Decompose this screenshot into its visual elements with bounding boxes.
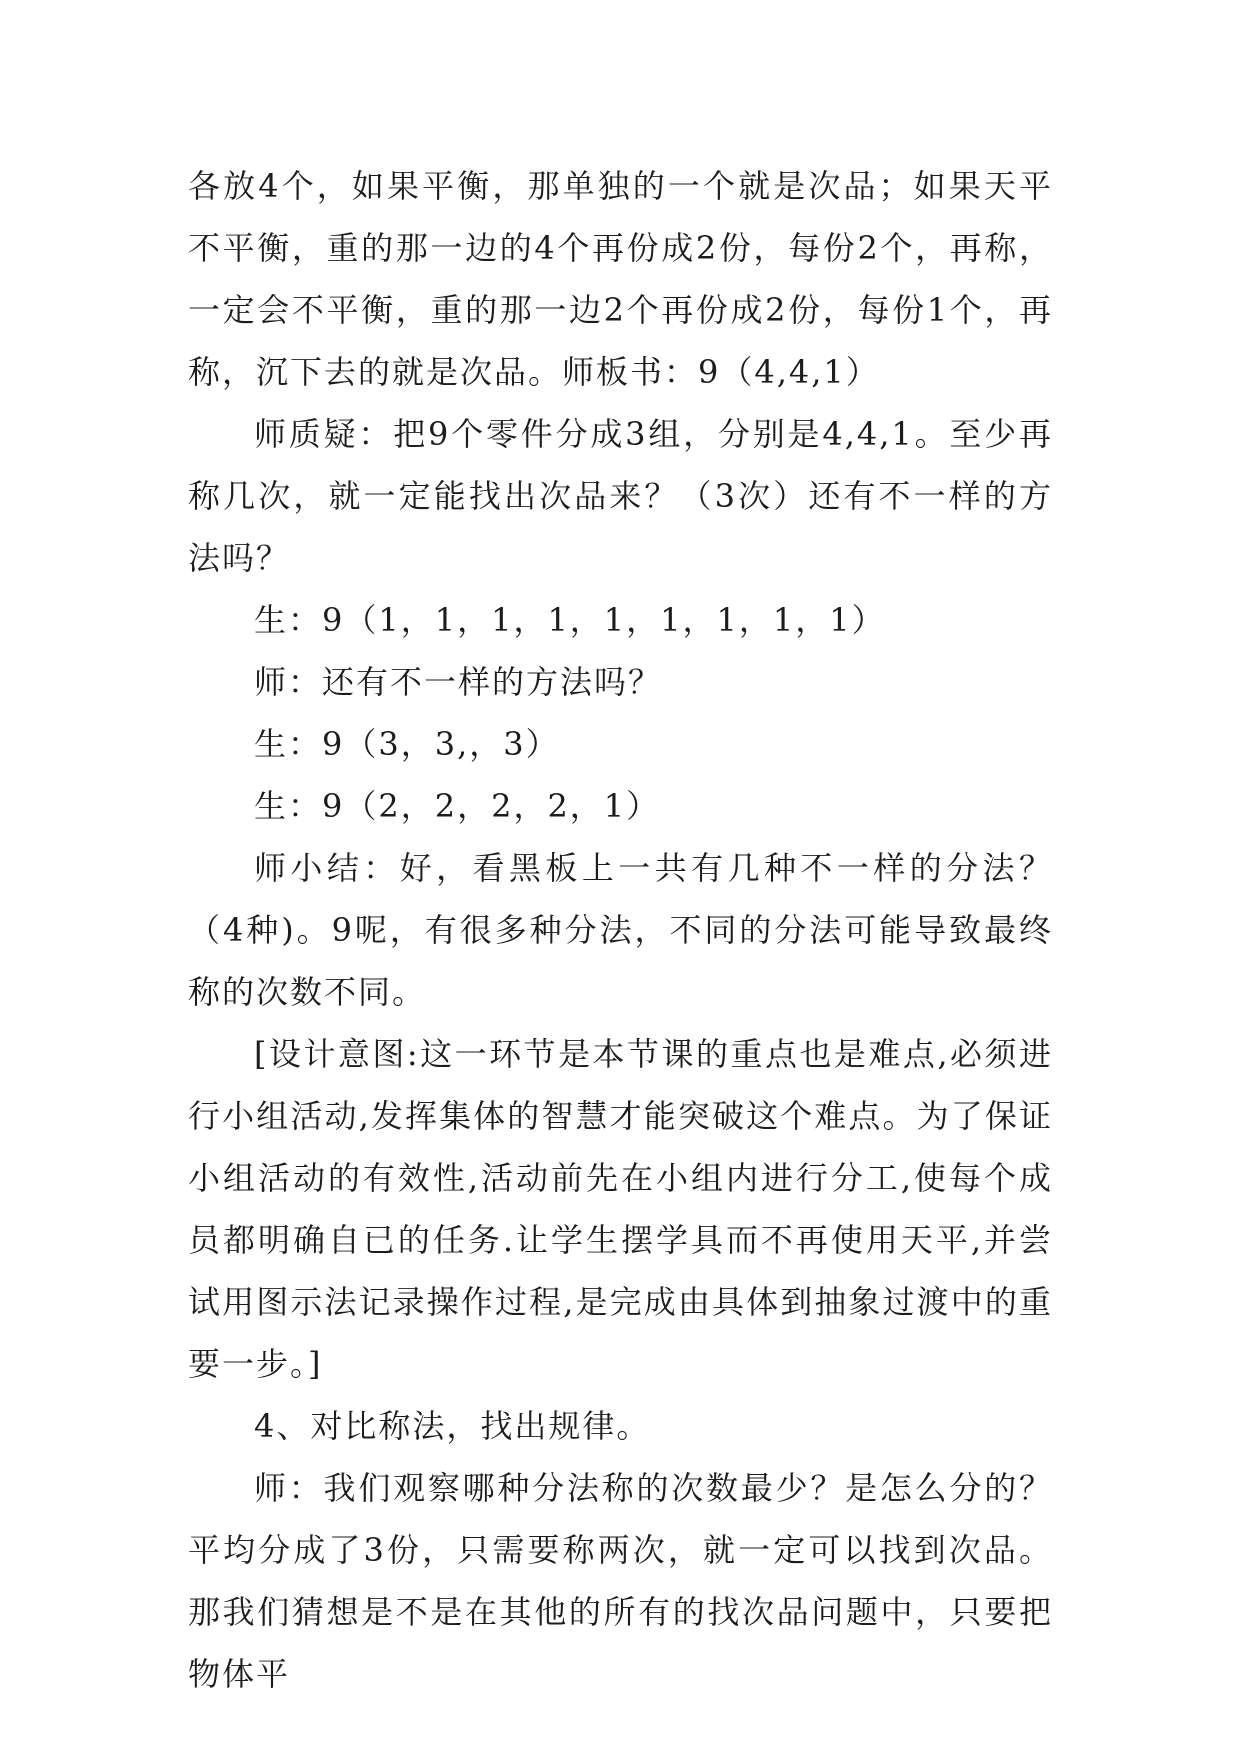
paragraph-student-answer-2: 生：9（3，3,，3）	[254, 725, 560, 763]
paragraph-design-intent: [设计意图:这一环节是本节课的重点也是难点,必须进行小组活动,发挥集体的智慧才能突破这个难点。为了保证小组活动的有效性,活动前先在小组内进行分工,使每个成员都明确自已的任务.让学生摆学具而不再使用天平,并尝试用图示法记录操作过程,是完成由具体到抽象过渡中的重要一步。]	[188, 1035, 1053, 1383]
paragraph-student-answer-3: 生：9（2，2，2，2，1）	[254, 787, 661, 825]
paragraph-student-answer-1: 生：9（1，1，1，1，1，1，1，1，1）	[254, 601, 886, 639]
paragraph-continued-balance-method: 各放4个，如果平衡，那单独的一个就是次品；如果天平不平衡，重的那一边的4个再份成2份，每份2个，再称，一定会不平衡，重的那一边2个再份成2份，每份1个，再称，沉下去的就是次品。师板书：9（4,4,1）	[188, 167, 1053, 391]
paragraph-teacher-observation: 师：我们观察哪种分法称的次数最少？是怎么分的？平均分成了3份，只需要称两次，就一定可以找到次品。那我们猜想是不是在其他的所有的找次品问题中，只要把物体平	[188, 1469, 1053, 1693]
document-body	[188, 155, 1053, 1705]
paragraph-teacher-summary: 师小结：好，看黑板上一共有几种不一样的分法？（4种)。9呢，有很多种分法，不同的分法可能导致最终称的次数不同。	[188, 849, 1053, 1011]
paragraph-section-heading: 4、对比称法，找出规律。	[254, 1407, 651, 1445]
paragraph-teacher-question: 师质疑：把9个零件分成3组，分别是4,4,1。至少再称几次，就一定能找出次品来？（3次）还有不一样的方法吗？	[188, 415, 1053, 577]
paragraph-teacher-followup: 师：还有不一样的方法吗？	[254, 663, 663, 701]
